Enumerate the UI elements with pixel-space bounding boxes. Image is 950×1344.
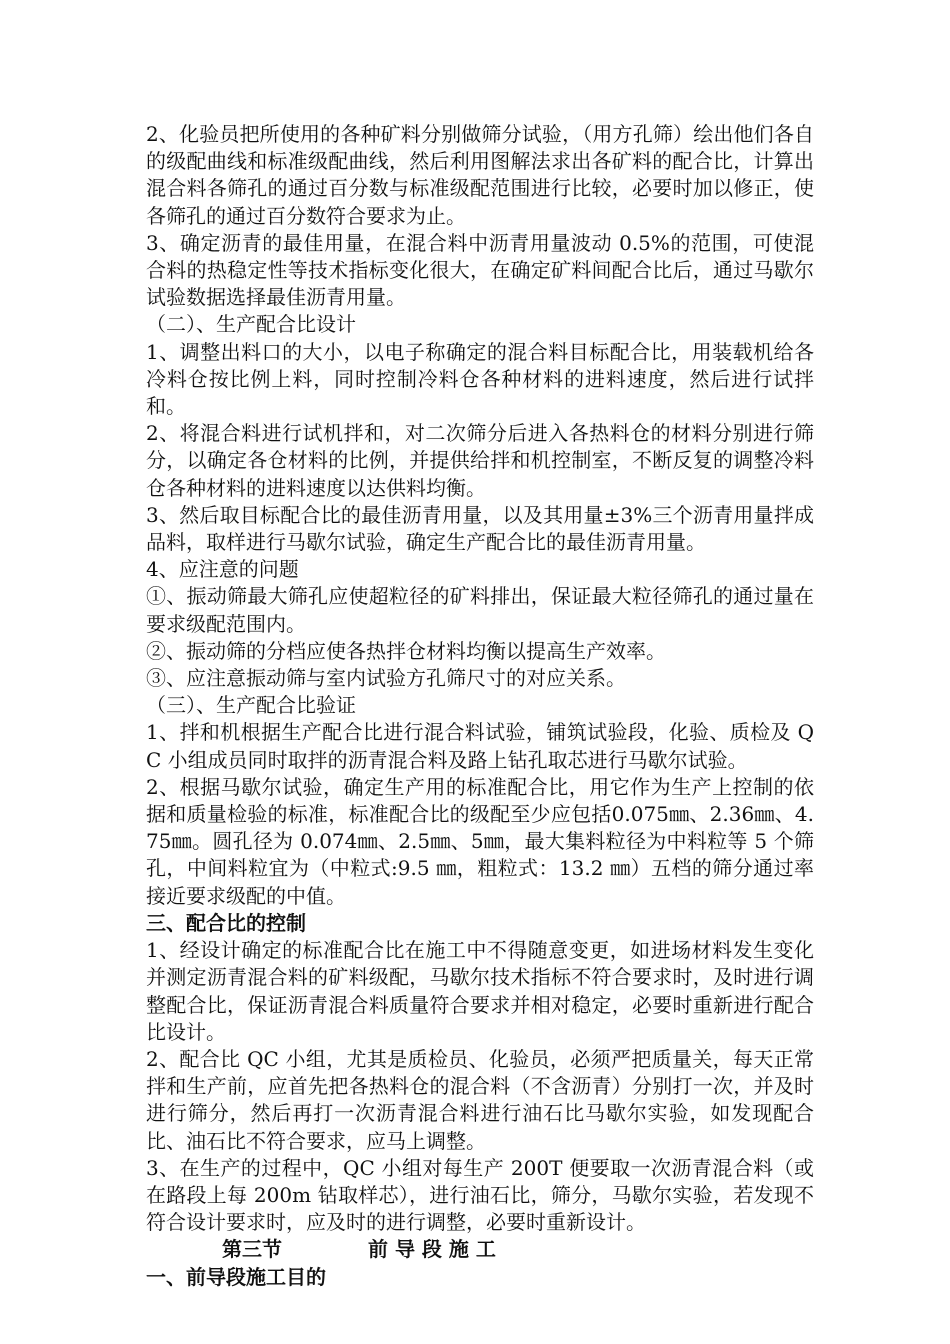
section-number: 第三节 [222, 1237, 282, 1262]
list-item: ③、应注意振动筛与室内试验方孔筛尺寸的对应关系。 [146, 666, 626, 691]
heading-purpose: 一、前导段施工目的 [146, 1264, 326, 1289]
paragraph: 1、拌和机根据生产配合比进行混合料试验，铺筑试验段，化验、质检及 QC 小组成员同时取拌的沥青混合料及路上钻孔取芯进行马歇尔试验。 [146, 720, 814, 772]
paragraph: 2、配合比 QC 小组，尤其是质检员、化验员，必须严把质量关，每天正常拌和生产前，应首先把各热料仓的混合料（不含沥青）分别打一次，并及时进行筛分，然后再打一次沥青混合料进行油石比马歇尔实验，如发现配合比、油石比不符合要求，应马上调整。 [146, 1046, 814, 1153]
list-item: ①、振动筛最大筛孔应使超粒径的矿料排出，保证最大粒径筛孔的通过量在要求级配范围内。 [146, 584, 814, 636]
paragraph: 2、化验员把所使用的各种矿料分别做筛分试验，（用方孔筛）绘出他们各自的级配曲线和标准级配曲线，然后利用图解法求出各矿料的配合比，计算出混合料各筛孔的通过百分数与标准级配范围进行比较，必要时加以修正，使各筛孔的通过百分数符合要求为止。 [146, 122, 814, 228]
paragraph: 3、在生产的过程中，QC 小组对每生产 200T 便要取一次沥青混合料（或在路段上每 200m 钻取样芯），进行油石比，筛分，马歇尔实验，若发现不符合设计要求时，应及时的进行调整，必要时重新设计。 [146, 1155, 814, 1235]
section-name: 前 导 段 施 工 [368, 1237, 496, 1262]
paragraph: 3、确定沥青的最佳用量，在混合料中沥青用量波动 0.5%的范围，可使混合料的热稳定性等技术指标变化很大，在确定矿料间配合比后，通过马歇尔试验数据选择最佳沥青用量。 [146, 230, 814, 310]
list-item: ②、振动筛的分档应使各热拌仓材料均衡以提高生产效率。 [146, 638, 666, 663]
subsection-heading: （三）、生产配合比验证 [146, 693, 356, 718]
subsection-heading: （二）、生产配合比设计 [146, 312, 356, 337]
paragraph: 4、应注意的问题 [146, 557, 299, 582]
paragraph: 2、将混合料进行试机拌和，对二次筛分后进入各热料仓的材料分别进行筛分，以确定各仓材料的比例，并提供给拌和机控制室，不断反复的调整冷料仓各种材料的进料速度以达供料均衡。 [146, 421, 814, 500]
document-body [146, 121, 814, 1291]
section-title [146, 1236, 814, 1263]
paragraph: 1、经设计确定的标准配合比在施工中不得随意变更，如进场材料发生变化并测定沥青混合料的矿料级配，马歇尔技术指标不符合要求时，及时进行调整配合比，保证沥青混合料质量符合要求并相对稳定，必要时重新进行配合比设计。 [146, 938, 814, 1044]
heading-control: 三、配合比的控制 [146, 910, 306, 935]
paragraph: 3、然后取目标配合比的最佳沥青用量，以及其用量±3%三个沥青用量拌成品料，取样进行马歇尔试验，确定生产配合比的最佳沥青用量。 [146, 502, 814, 555]
paragraph: 2、根据马歇尔试验，确定生产用的标准配合比，用它作为生产上控制的依据和质量检验的标准，标准配合比的级配至少应包括0.075㎜、2.36㎜、4.75㎜。圆孔径为 0.074㎜、2.5㎜、5㎜，最大集料粒径为中料粒等 5 个筛孔，中间料粒宜为（中粒式:9.5 ㎜，粗粒式：13.2 ㎜）五档的筛分通过率接近要求级配的中值。 [146, 774, 814, 908]
paragraph: 1、调整出料口的大小，以电子称确定的混合料目标配合比，用装载机给各冷料仓按比例上料，同时控制冷料仓各种材料的进料速度，然后进行试拌和。 [146, 339, 814, 419]
